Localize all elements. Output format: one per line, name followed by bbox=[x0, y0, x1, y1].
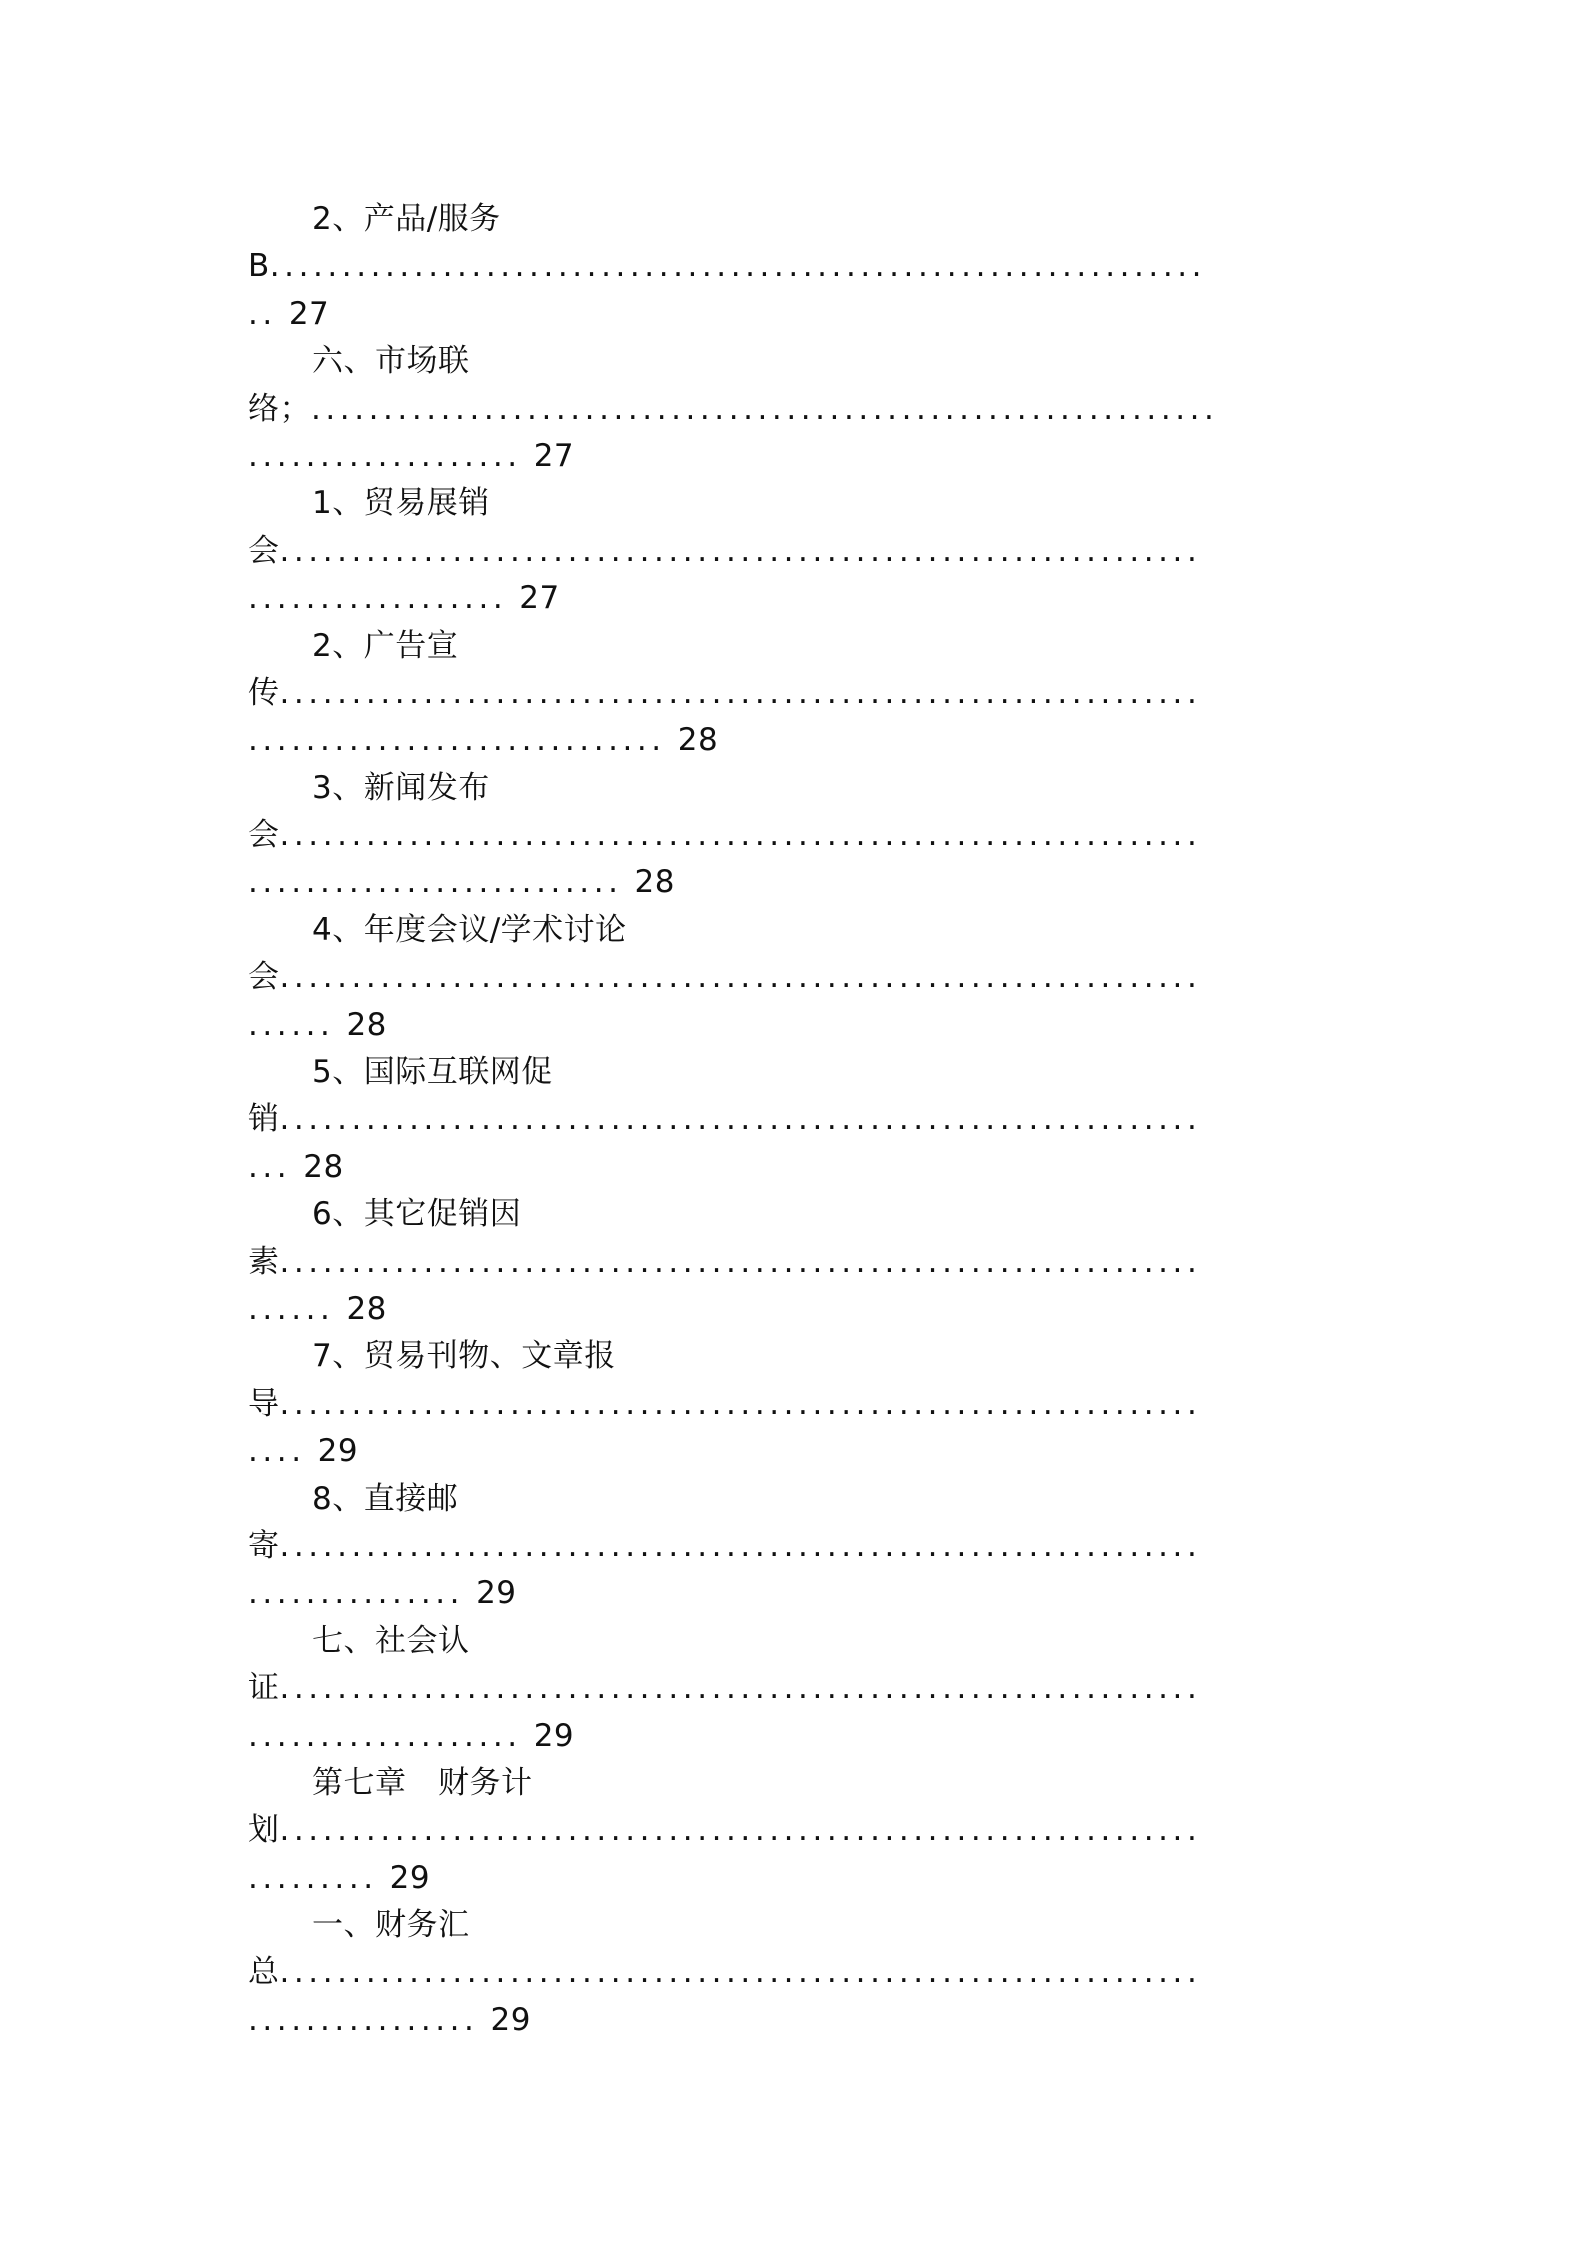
toc-entry-lead-text: 会 bbox=[248, 959, 280, 996]
toc-entry-dot-leader-continued: ... bbox=[248, 1148, 292, 1185]
table-of-contents bbox=[248, 196, 1360, 2044]
toc-entry-lead-text: 寄 bbox=[248, 1527, 280, 1564]
toc-entry bbox=[248, 1476, 1360, 1618]
toc-entry-dot-leader-continued: ......... bbox=[248, 1859, 378, 1896]
toc-entry-heading: 8、直接邮 bbox=[312, 1480, 459, 1517]
toc-entry-dot-leader-continued: .. bbox=[248, 295, 277, 332]
toc-entry-page-line bbox=[248, 1144, 1360, 1191]
toc-entry-heading: 六、市场联 bbox=[312, 343, 470, 380]
toc-entry-page-line bbox=[248, 1428, 1360, 1475]
toc-entry-dot-leader-continued: .................. bbox=[248, 580, 508, 617]
toc-entry-dot-leader: ................................................................ bbox=[279, 959, 1202, 996]
toc-entry-page-number: 29 bbox=[317, 1433, 359, 1470]
toc-entry-heading: 第七章 财务计 bbox=[312, 1764, 533, 1801]
toc-entry-page-line bbox=[248, 1713, 1360, 1760]
toc-entry-heading: 1、贸易展销 bbox=[312, 485, 490, 522]
toc-entry-heading: 2、广告宣 bbox=[312, 627, 459, 664]
toc-entry-page-line bbox=[248, 575, 1360, 622]
toc-entry-dot-leader: ................................................................ bbox=[279, 1812, 1202, 1849]
toc-entry-heading: 2、产品/服务 bbox=[312, 201, 501, 237]
toc-entry-page-number: 28 bbox=[677, 722, 719, 759]
toc-entry bbox=[248, 765, 1360, 907]
toc-entry-leader-line bbox=[248, 1949, 1360, 1996]
toc-entry-lead-text: 素 bbox=[248, 1243, 280, 1280]
toc-entry bbox=[248, 623, 1360, 765]
toc-entry-leader-line bbox=[248, 528, 1360, 575]
toc-entry-dot-leader: ................................................................ bbox=[279, 674, 1202, 711]
toc-entry-dot-leader: ................................................................ bbox=[279, 1527, 1202, 1564]
toc-entry bbox=[248, 1333, 1360, 1475]
toc-entry-page-number: 27 bbox=[288, 295, 330, 332]
toc-entry-page-number: 28 bbox=[303, 1148, 344, 1185]
toc-entry-page-line bbox=[248, 1570, 1360, 1617]
toc-entry-page-number: 29 bbox=[476, 1575, 517, 1612]
toc-entry-heading: 一、财务汇 bbox=[312, 1907, 470, 1944]
toc-entry-dot-leader-continued: ...... bbox=[248, 1290, 335, 1327]
toc-entry-page-number: 29 bbox=[389, 1859, 431, 1896]
toc-entry-leader-line bbox=[248, 1807, 1360, 1854]
toc-entry-lead-text: 划 bbox=[248, 1812, 280, 1849]
toc-entry-heading: 5、国际互联网促 bbox=[312, 1054, 553, 1091]
toc-entry-lead-text: 导 bbox=[248, 1385, 280, 1422]
toc-entry-leader-line bbox=[248, 1381, 1360, 1428]
toc-entry-page-number: 29 bbox=[490, 2001, 531, 2038]
toc-entry-leader-line bbox=[248, 1523, 1360, 1570]
toc-entry-page-number: 28 bbox=[634, 864, 675, 901]
toc-entry bbox=[248, 1049, 1360, 1191]
toc-entry-dot-leader-continued: ................ bbox=[248, 2001, 479, 2038]
toc-entry-lead-text: 络； bbox=[248, 390, 311, 427]
toc-entry-lead-text: 销 bbox=[248, 1101, 280, 1138]
toc-entry-dot-leader: ................................................................ bbox=[279, 532, 1202, 569]
toc-entry-lead-text: 总 bbox=[248, 1954, 280, 1991]
toc-entry-heading: 3、新闻发布 bbox=[312, 769, 490, 806]
toc-entry-page-number: 29 bbox=[533, 1717, 575, 1754]
toc-entry-dot-leader-continued: ...... bbox=[248, 1006, 335, 1043]
toc-entry-dot-leader: ................................................................ bbox=[279, 1385, 1202, 1422]
toc-entry-dot-leader: ................................................................ bbox=[279, 1670, 1202, 1707]
toc-entry-page-line bbox=[248, 1997, 1360, 2044]
toc-entry-page-number: 27 bbox=[519, 580, 560, 617]
toc-entry-dot-leader: ................................................................ bbox=[279, 1101, 1202, 1138]
toc-entry-dot-leader-continued: ............................. bbox=[248, 722, 666, 759]
toc-entry-page-line bbox=[248, 1002, 1360, 1049]
toc-entry-lead-text: 会 bbox=[248, 532, 280, 569]
toc-entry-page-number: 28 bbox=[346, 1006, 387, 1043]
toc-entry-lead-text: 会 bbox=[248, 817, 280, 854]
toc-entry-lead-text: 传 bbox=[248, 674, 280, 711]
toc-entry bbox=[248, 1191, 1360, 1333]
toc-entry bbox=[248, 1618, 1360, 1760]
toc-entry-page-line bbox=[248, 717, 1360, 764]
toc-entry-dot-leader-continued: ................... bbox=[248, 1717, 522, 1754]
toc-entry-leader-line bbox=[248, 812, 1360, 859]
toc-entry bbox=[248, 338, 1360, 480]
toc-entry-dot-leader-continued: .... bbox=[248, 1433, 306, 1470]
toc-entry bbox=[248, 196, 1360, 338]
toc-entry-dot-leader: ................................................................ bbox=[279, 1243, 1202, 1280]
toc-entry-dot-leader-continued: ............... bbox=[248, 1575, 465, 1612]
toc-entry-leader-line bbox=[248, 243, 1360, 290]
toc-entry-heading: 6、其它促销因 bbox=[312, 1196, 522, 1233]
toc-entry-page-line bbox=[248, 1286, 1360, 1333]
toc-entry-heading: 7、贸易刊物、文章报 bbox=[312, 1338, 616, 1375]
toc-entry-lead-text: B bbox=[248, 248, 270, 285]
toc-entry-leader-line bbox=[248, 1239, 1360, 1286]
toc-entry-page-line bbox=[248, 433, 1360, 480]
toc-entry-leader-line bbox=[248, 1096, 1360, 1143]
toc-entry-leader-line bbox=[248, 386, 1360, 433]
toc-entry bbox=[248, 480, 1360, 622]
toc-entry-leader-line bbox=[248, 954, 1360, 1001]
toc-entry-heading: 七、社会认 bbox=[312, 1622, 470, 1659]
toc-entry-dot-leader: ................................................................ bbox=[279, 1954, 1202, 1991]
toc-entry-page-line bbox=[248, 1855, 1360, 1902]
toc-entry bbox=[248, 1902, 1360, 2044]
toc-entry-page-line bbox=[248, 291, 1360, 338]
toc-entry-dot-leader: ................................................................. bbox=[269, 248, 1207, 285]
toc-entry-page-line bbox=[248, 859, 1360, 906]
toc-entry-page-number: 27 bbox=[533, 437, 575, 474]
toc-entry-leader-line bbox=[248, 1665, 1360, 1712]
toc-entry-dot-leader: ............................................................... bbox=[311, 390, 1219, 427]
toc-entry bbox=[248, 907, 1360, 1049]
toc-entry-dot-leader: ................................................................ bbox=[279, 817, 1202, 854]
toc-entry-leader-line bbox=[248, 670, 1360, 717]
toc-entry bbox=[248, 1760, 1360, 1902]
toc-entry-page-number: 28 bbox=[346, 1290, 387, 1327]
toc-entry-dot-leader-continued: .......................... bbox=[248, 864, 623, 901]
toc-entry-heading: 4、年度会议/学术讨论 bbox=[312, 911, 627, 948]
toc-entry-lead-text: 证 bbox=[248, 1670, 280, 1707]
toc-entry-dot-leader-continued: ................... bbox=[248, 437, 522, 474]
